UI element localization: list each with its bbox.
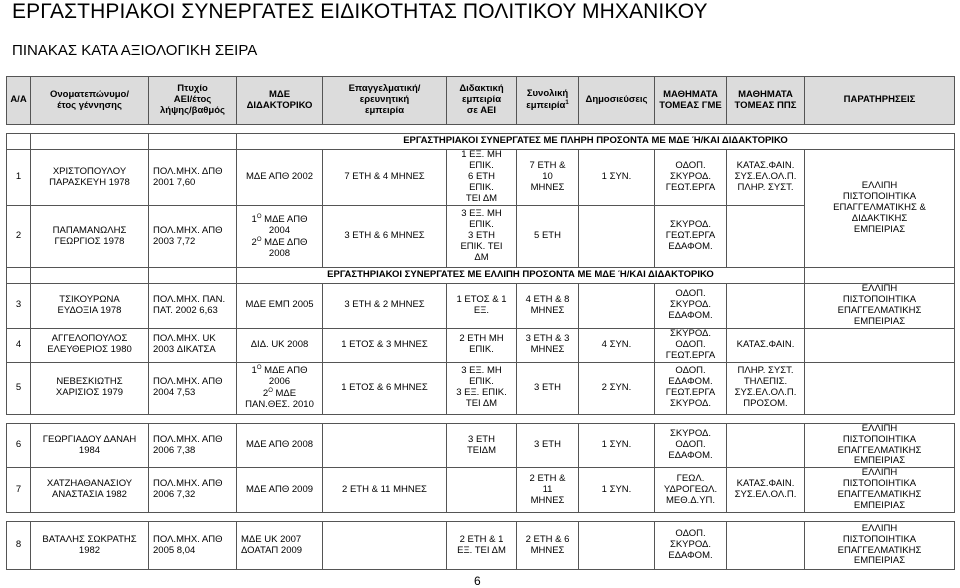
spacer [7, 414, 955, 423]
row-name: ΝΕΒΕΣΚΙΩΤΗΣ ΧΑΡΙΣΙΟΣ 1979 [31, 362, 149, 414]
page-subtitle: ΠΙΝΑΚΑΣ ΚΑΤΑ ΑΞΙΟΛΟΓΙΚΗ ΣΕΙΡΑ [12, 42, 258, 59]
row-total: 2 ΕΤΗ & 6 ΜΗΝΕΣ [517, 522, 579, 570]
table-row [7, 522, 955, 570]
col-header-pps: ΜΑΘΗΜΑΤΑ ΤΟΜΕΑΣ ΠΠΣ [727, 77, 805, 125]
row-total: 5 ΕΤΗ [517, 206, 579, 268]
col-header-total: Συνολική εμπειρία$^1$ [517, 77, 579, 125]
col-header-notes: ΠΑΡΑΤΗΡΗΣΕΙΣ [805, 77, 955, 125]
row-pubs: 2 ΣΥΝ. [579, 362, 655, 414]
section-full-qualifications: ΕΡΓΑΣΤΗΡΙΑΚΟΙ ΣΥΝΕΡΓΑΤΕΣ ΜΕ ΠΛΗΡΗ ΠΡΟΣΟΝΤΑ ΜΕ ΜΔΕ Ή/ΚΑΙ ΔΙΔΑΚΤΟΡΙΚΟ [237, 134, 955, 150]
row-mde: ΜΔΕ ΑΠΘ 2002 [237, 150, 323, 206]
row-notes: ΕΛΛΙΠΗ ΠΙΣΤΟΠΟΙΗΤΙΚΑ ΕΠΑΓΓΕΛΜΑΤΙΚΗΣ ΕΜΠΕΙΡΙΑΣ [805, 423, 955, 468]
page-title: ΕΡΓΑΣΤΗΡΙΑΚΟΙ ΣΥΝΕΡΓΑΤΕΣ ΕΙΔΙΚΟΤΗΤΑΣ ΠΟΛΙΤΙΚΟΥ ΜΗΧΑΝΙΚΟΥ [12, 0, 708, 23]
row-pps: ΚΑΤΑΣ.ΦΑΙΝ. [727, 328, 805, 362]
row-mde: ΔΙΔ. UK 2008 [237, 328, 323, 362]
page-number: 6 [474, 574, 481, 588]
row-pubs: 1 ΣΥΝ. [579, 468, 655, 513]
row-teach: 2 ΕΤΗ ΜΗ ΕΠΙΚ. [447, 328, 517, 362]
row-pubs [579, 206, 655, 268]
row-aa: 4 [7, 328, 31, 362]
row-name: ΓΕΩΡΓΙΑΔΟΥ ΔΑΝΑΗ 1984 [31, 423, 149, 468]
row-total: 2 ΕΤΗ & 11 ΜΗΝΕΣ [517, 468, 579, 513]
row-pps: ΚΑΤΑΣ.ΦΑΙΝ. ΣΥΣ.ΕΛ.ΟΛ.Π. ΠΛΗΡ. ΣΥΣΤ. [727, 150, 805, 206]
row-degree: ΠΟΛ.ΜΗΧ. ΑΠΘ 2006 7,32 [149, 468, 237, 513]
row-aa: 6 [7, 423, 31, 468]
row-pps [727, 522, 805, 570]
row-degree: ΠΟΛ.ΜΗΧ. ΑΠΘ 2005 8,04 [149, 522, 237, 570]
row-prof: 1 ΕΤΟΣ & 6 ΜΗΝΕΣ [323, 362, 447, 414]
row-degree: ΠΟΛ.ΜΗΧ. ΠΑΝ. ΠΑΤ. 2002 6,63 [149, 284, 237, 329]
row-teach: 3 ΕΤΗ ΤΕΙΔΜ [447, 423, 517, 468]
table-row [7, 150, 955, 206]
row-total: 3 ΕΤΗ [517, 423, 579, 468]
col-header-prof: Επαγγελματική/ερευνητική εμπειρία [323, 77, 447, 125]
table-row [7, 284, 955, 329]
row-notes: ΕΛΛΙΠΗ ΠΙΣΤΟΠΟΙΗΤΙΚΑ ΕΠΑΓΓΕΛΜΑΤΙΚΗΣ ΕΜΠΕΙΡΙΑΣ [805, 284, 955, 329]
row-name: ΤΣΙΚΟΥΡΩΝΑ ΕΥΔΟΞΙΑ 1978 [31, 284, 149, 329]
row-pubs [579, 284, 655, 329]
row-notes [805, 362, 955, 414]
row-total: 4 ΕΤΗ & 8 ΜΗΝΕΣ [517, 284, 579, 329]
row-pubs [579, 522, 655, 570]
row-name: ΧΑΤΖΗΑΘΑΝΑΣΙΟΥ ΑΝΑΣΤΑΣΙΑ 1982 [31, 468, 149, 513]
row-teach [447, 468, 517, 513]
row-gme: ΓΕΩΛ. ΥΔΡΟΓΕΩΛ. ΜΕΘ.Δ.ΥΠ. [655, 468, 727, 513]
evaluation-table [6, 76, 955, 570]
row-aa: 2 [7, 206, 31, 268]
row-degree: ΠΟΛ.ΜΗΧ. ΑΠΘ 2006 7,38 [149, 423, 237, 468]
row-gme: ΣΚΥΡΟΔ. ΓΕΩΤ.ΕΡΓΑ ΕΔΑΦΟΜ. [655, 206, 727, 268]
row-aa: 8 [7, 522, 31, 570]
row-name: ΠΑΠΑΜΑΝΩΛΗΣ ΓΕΩΡΓΙΟΣ 1978 [31, 206, 149, 268]
row-pps: ΠΛΗΡ. ΣΥΣΤ. ΤΗΛΕΠΙΣ. ΣΥΣ.ΕΛ.ΟΛ.Π. ΠΡΟΣΟΜ. [727, 362, 805, 414]
col-header-degree: Πτυχίο ΑΕΙ/έτος λήψης/βαθμός [149, 77, 237, 125]
row-name: ΒΑΤΑΛΗΣ ΣΩΚΡΑΤΗΣ 1982 [31, 522, 149, 570]
row-pubs: 4 ΣΥΝ. [579, 328, 655, 362]
table-row [7, 423, 955, 468]
col-header-teach: Διδακτική εμπειρία σε ΑΕΙ [447, 77, 517, 125]
row-prof: 1 ΕΤΟΣ & 3 ΜΗΝΕΣ [323, 328, 447, 362]
row-mde: ΜΔΕ ΑΠΘ 2009 [237, 468, 323, 513]
col-header-name: Ονοματεπώνυμο/ έτος γέννησης [31, 77, 149, 125]
row-prof [323, 423, 447, 468]
row-degree: ΠΟΛ.ΜΗΧ. ΑΠΘ 2004 7,53 [149, 362, 237, 414]
row-teach: 1 ΕΤΟΣ & 1 ΕΞ. [447, 284, 517, 329]
header-row [7, 77, 955, 125]
col-header-aa: Α/Α [7, 77, 31, 125]
row-pubs: 1 ΣΥΝ. [579, 423, 655, 468]
row-mde: ΜΔΕ ΑΠΘ 2008 [237, 423, 323, 468]
row-aa: 3 [7, 284, 31, 329]
row-gme: ΣΚΥΡΟΔ. ΟΔΟΠ. ΓΕΩΤ.ΕΡΓΑ [655, 328, 727, 362]
row-pps [727, 206, 805, 268]
row-notes: ΕΛΛΙΠΗ ΠΙΣΤΟΠΟΙΗΤΙΚΑ ΕΠΑΓΓΕΛΜΑΤΙΚΗΣ ΕΜΠΕΙΡΙΑΣ [805, 522, 955, 570]
row-pps [727, 284, 805, 329]
row-total: 3 ΕΤΗ & 3 ΜΗΝΕΣ [517, 328, 579, 362]
row-name: ΑΓΓΕΛΟΠΟΥΛΟΣ ΕΛΕΥΘΕΡΙΟΣ 1980 [31, 328, 149, 362]
row-gme: ΟΔΟΠ. ΣΚΥΡΟΔ. ΕΔΑΦΟΜ. [655, 284, 727, 329]
row-mde: ΜΔΕ ΕΜΠ 2005 [237, 284, 323, 329]
row-mde: $1^O$ ΜΔΕ ΑΠΘ 2006 $2^O$ ΜΔΕ ΠΑΝ.ΘΕΣ. 2010 [237, 362, 323, 414]
row-prof [323, 522, 447, 570]
row-pps [727, 423, 805, 468]
row-notes: ΕΛΛΙΠΗ ΠΙΣΤΟΠΟΙΗΤΙΚΑ ΕΠΑΓΓΕΛΜΑΤΙΚΗΣ & ΔΙΔΑΚΤΙΚΗΣ ΕΜΠΕΙΡΙΑΣ [805, 150, 955, 268]
row-notes: ΕΛΛΙΠΗ ΠΙΣΤΟΠΟΙΗΤΙΚΑ ΕΠΑΓΓΕΛΜΑΤΙΚΗΣ ΕΜΠΕΙΡΙΑΣ [805, 468, 955, 513]
row-pubs: 1 ΣΥΝ. [579, 150, 655, 206]
row-notes [805, 328, 955, 362]
row-total: 3 ΕΤΗ [517, 362, 579, 414]
row-gme: ΟΔΟΠ. ΣΚΥΡΟΔ. ΓΕΩΤ.ΕΡΓΑ [655, 150, 727, 206]
col-header-gme: ΜΑΘΗΜΑΤΑ ΤΟΜΕΑΣ ΓΜΕ [655, 77, 727, 125]
row-gme: ΟΔΟΠ. ΣΚΥΡΟΔ. ΕΔΑΦΟΜ. [655, 522, 727, 570]
row-degree: ΠΟΛ.ΜΗΧ. ΔΠΘ 2001 7,60 [149, 150, 237, 206]
row-mde: $1^O$ ΜΔΕ ΑΠΘ 2004 $2^O$ ΜΔΕ ΔΠΘ 2008 [237, 206, 323, 268]
row-aa: 5 [7, 362, 31, 414]
row-teach: 2 ΕΤΗ & 1 ΕΞ. ΤΕΙ ΔΜ [447, 522, 517, 570]
table-row [7, 328, 955, 362]
row-teach: 3 ΕΞ. ΜΗ ΕΠΙΚ. 3 ΕΤΗ ΕΠΙΚ. ΤΕΙ ΔΜ [447, 206, 517, 268]
row-prof: 3 ΕΤΗ & 2 ΜΗΝΕΣ [323, 284, 447, 329]
row-aa: 1 [7, 150, 31, 206]
row-degree: ΠΟΛ.ΜΗΧ. UK 2003 ΔΙΚΑΤΣΑ [149, 328, 237, 362]
section-partial-qualifications: ΕΡΓΑΣΤΗΡΙΑΚΟΙ ΣΥΝΕΡΓΑΤΕΣ ΜΕ ΕΛΛΙΠΗ ΠΡΟΣΟΝΤΑ ΜΕ ΜΔΕ Ή/ΚΑΙ ΔΙΔΑΚΤΟΡΙΚΟ [237, 268, 805, 284]
row-prof: 3 ΕΤΗ & 6 ΜΗΝΕΣ [323, 206, 447, 268]
row-mde: ΜΔΕ UK 2007 ΔΟΑΤΑΠ 2009 [237, 522, 323, 570]
row-prof: 2 ΕΤΗ & 11 ΜΗΝΕΣ [323, 468, 447, 513]
row-degree: ΠΟΛ.ΜΗΧ. ΑΠΘ 2003 7,72 [149, 206, 237, 268]
row-aa: 7 [7, 468, 31, 513]
spacer [7, 513, 955, 522]
row-teach: 1 ΕΞ. ΜΗ ΕΠΙΚ. 6 ΕΤΗ ΕΠΙΚ. ΤΕΙ ΔΜ [447, 150, 517, 206]
table-row [7, 362, 955, 414]
row-pps: ΚΑΤΑΣ.ΦΑΙΝ. ΣΥΣ.ΕΛ.ΟΛ.Π. [727, 468, 805, 513]
row-gme: ΣΚΥΡΟΔ. ΟΔΟΠ. ΕΔΑΦΟΜ. [655, 423, 727, 468]
col-header-mde: ΜΔΕ ΔΙΔΑΚΤΟΡΙΚΟ [237, 77, 323, 125]
row-teach: 3 ΕΞ. ΜΗ ΕΠΙΚ. 3 ΕΞ. ΕΠΙΚ. ΤΕΙ ΔΜ [447, 362, 517, 414]
row-total: 7 ΕΤΗ & 10 ΜΗΝΕΣ [517, 150, 579, 206]
row-gme: ΟΔΟΠ. ΕΔΑΦΟΜ. ΓΕΩΤ.ΕΡΓΑ ΣΚΥΡΟΔ. [655, 362, 727, 414]
row-prof: 7 ΕΤΗ & 4 ΜΗΝΕΣ [323, 150, 447, 206]
row-name: ΧΡΙΣΤΟΠΟΥΛΟΥ ΠΑΡΑΣΚΕΥΗ 1978 [31, 150, 149, 206]
col-header-pubs: Δημοσιεύσεις [579, 77, 655, 125]
spacer [7, 125, 955, 134]
table-row [7, 468, 955, 513]
